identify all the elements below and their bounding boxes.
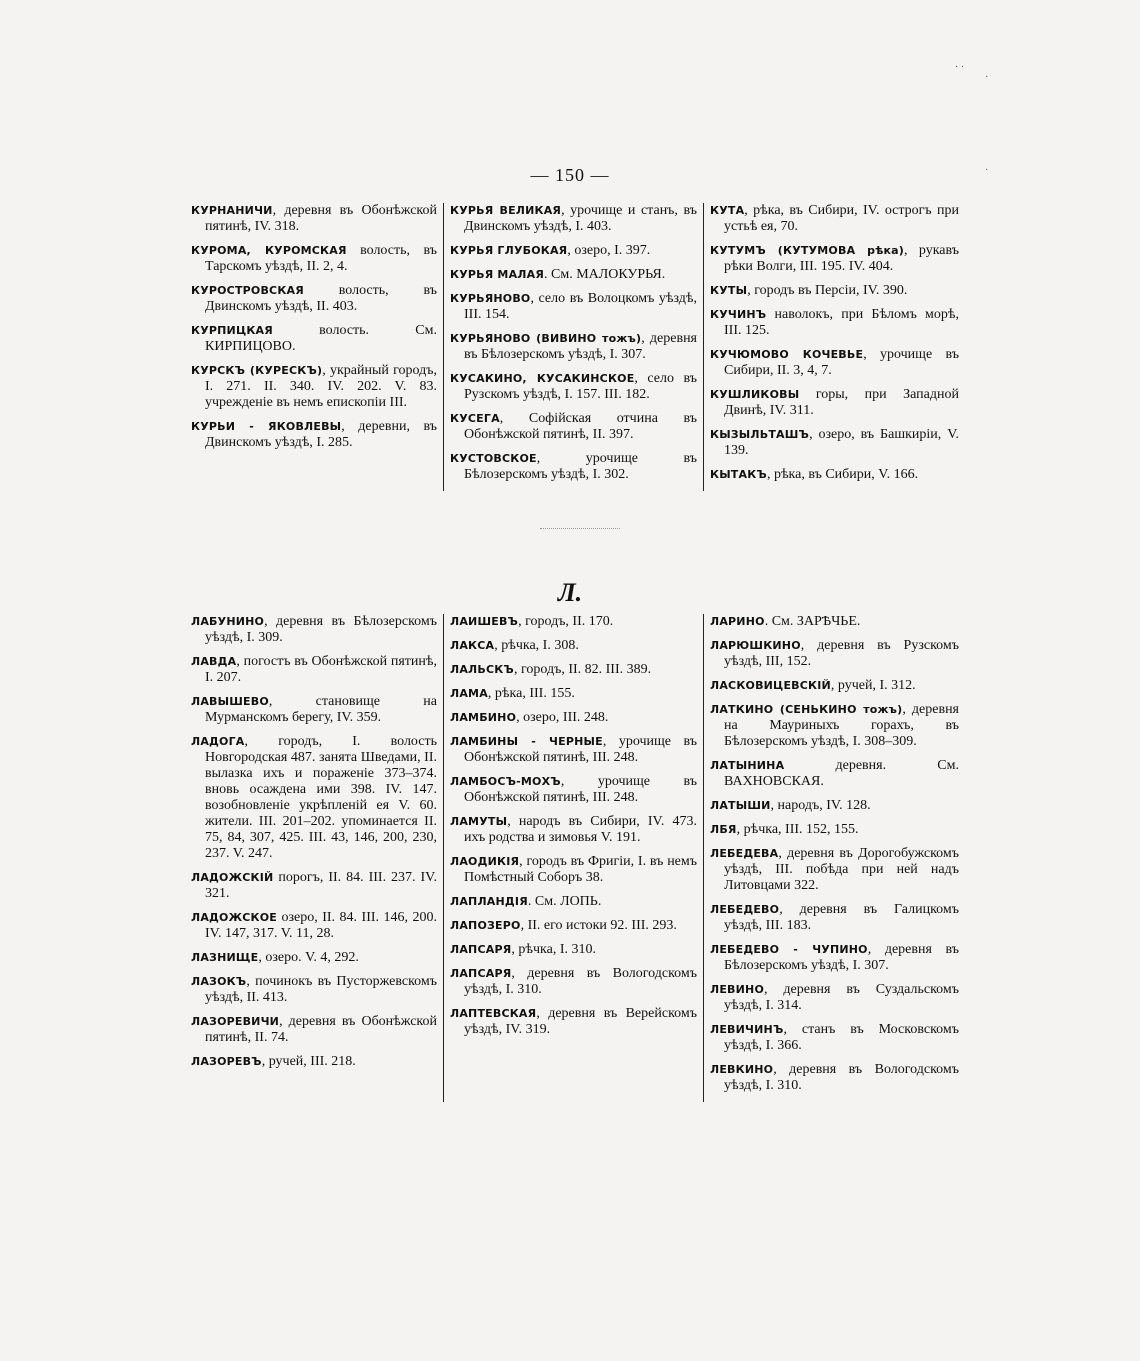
- index-section-l: [185, 614, 965, 1102]
- index-entry: [710, 614, 959, 630]
- entry-text: , урочище и станъ, въ Двинскомъ уѣздѣ, I. 403.: [464, 203, 697, 234]
- entry-text: , рѣчка, III. 152, 155.: [736, 822, 859, 837]
- index-entry: [191, 614, 437, 646]
- index-entry: [710, 427, 959, 459]
- entry-headword: ЛАИШЕВЪ: [450, 615, 519, 628]
- entry-text: , деревня на Мауриныхъ горахъ, въ Бѣлозерскомъ уѣздѣ, I. 308–309.: [724, 702, 959, 749]
- entry-headword: ЛАЗНИЩЕ: [191, 951, 259, 964]
- entry-text: , народъ въ Сибири, IV. 473. ихъ родства и зимовья V. 191.: [464, 814, 697, 845]
- entry-text: горы, при Западной Двинѣ, IV. 311.: [724, 387, 959, 418]
- index-section-k: [185, 203, 965, 491]
- index-entry: [191, 910, 437, 942]
- index-entry: [191, 734, 437, 862]
- index-entry: [450, 734, 697, 766]
- entry-headword: КУРОСТРОВСКАЯ: [191, 284, 304, 297]
- entry-text: порогъ, II. 84. III. 237. IV. 321.: [205, 870, 437, 901]
- entry-text: , деревня въ Галицкомъ уѣздѣ, III. 183.: [724, 902, 959, 933]
- print-speck: · ·: [955, 62, 965, 73]
- index-entry: [710, 822, 959, 838]
- entry-headword: КЫЗЫЛЬТАШЪ: [710, 428, 810, 441]
- entry-headword: ЛАПЛАНДІЯ: [450, 895, 528, 908]
- entry-text: , городъ, II. 170.: [518, 614, 614, 629]
- index-entry: [710, 982, 959, 1014]
- entry-text: , деревня въ Вологодскомъ уѣздѣ, I. 310.: [724, 1062, 959, 1093]
- entry-headword: ЛАРЮШКИНО: [710, 639, 801, 652]
- entry-headword: ЛЕБЕДЕВО: [710, 903, 780, 916]
- column-3: [703, 614, 965, 1102]
- index-entry: [450, 774, 697, 806]
- entry-text: , деревня въ Бѣлозерскомъ уѣздѣ, I. 307.: [464, 331, 697, 362]
- index-entry: [191, 1014, 437, 1046]
- entry-text: . См. ЗАРѢЧЬЕ.: [764, 614, 861, 629]
- index-entry: [710, 243, 959, 275]
- entry-headword: КЫТАКЪ: [710, 468, 767, 481]
- index-entry: [710, 902, 959, 934]
- entry-headword: ЛАЗОКЪ: [191, 975, 247, 988]
- entry-headword: КУРЬЯНОВО (ВИВИНО тожъ): [450, 332, 642, 345]
- entry-text: волость. См. КИРПИЦОВО.: [205, 323, 437, 354]
- index-entry: [191, 1054, 437, 1070]
- entry-text: наволокъ, при Бѣломъ морѣ, III. 125.: [724, 307, 959, 338]
- index-entry: [450, 686, 697, 702]
- entry-headword: ЛЕВКИНО: [710, 1063, 774, 1076]
- entry-text: , рѣка, III. 155.: [487, 686, 575, 701]
- entry-text: , II. его истоки 92. III. 293.: [520, 918, 677, 933]
- entry-text: , озеро. V. 4, 292.: [258, 950, 359, 965]
- index-entry: [710, 467, 959, 483]
- entry-headword: КУРЬЯ ВЕЛИКАЯ: [450, 204, 562, 217]
- entry-text: , село въ Волоцкомъ уѣздѣ, III. 154.: [464, 291, 697, 322]
- entry-headword: КУРСКЪ (КУРЕСКЪ): [191, 364, 323, 377]
- section-divider: [540, 528, 620, 531]
- index-entry: [710, 798, 959, 814]
- entry-text: , городъ, I. волость Новгородская 487. занята Шведами, II. вылазка ихъ и пораженіе 373–374. вновь осаждена ими 398. IV. 147. возобновленіе укрѣпленій ея V. 60. жители. III. 201–202. упоминается II. 75, 84, 307, 425. III. 43, 146, 200, 230, 237. V. 247.: [205, 734, 437, 861]
- entry-headword: ЛАОДИКІЯ: [450, 855, 520, 868]
- entry-text: волость, въ Двинскомъ уѣздѣ, II. 403.: [205, 283, 437, 314]
- entry-headword: КУРПИЦКАЯ: [191, 324, 273, 337]
- column-1: [185, 203, 443, 491]
- index-entry: [191, 974, 437, 1006]
- entry-text: деревня. См. ВАХНОВСКАЯ.: [724, 758, 959, 789]
- entry-headword: ЛАДОЖСКІЙ: [191, 871, 274, 884]
- entry-text: , городъ, II. 82. III. 389.: [513, 662, 652, 677]
- entry-headword: ЛАЗОРЕВЪ: [191, 1055, 262, 1068]
- index-entry: [191, 323, 437, 355]
- entry-headword: ЛБЯ: [710, 823, 737, 836]
- entry-headword: КУТЫ: [710, 284, 748, 297]
- entry-text: , починокъ въ Пусторжевскомъ уѣздѣ, II. 413.: [205, 974, 437, 1005]
- entry-headword: ЛАМБИНО: [450, 711, 517, 724]
- index-entry: [191, 243, 437, 275]
- entry-headword: ЛАДОЖСКОЕ: [191, 911, 277, 924]
- index-entry: [191, 283, 437, 315]
- entry-text: , деревни, въ Двинскомъ уѣздѣ, I. 285.: [205, 419, 437, 450]
- index-entry: [191, 654, 437, 686]
- index-entry: [191, 950, 437, 966]
- index-entry: [450, 291, 697, 323]
- entry-text: , деревня въ Вологодскомъ уѣздѣ, I. 310.: [464, 966, 697, 997]
- entry-headword: ЛАТЫНИНА: [710, 759, 785, 772]
- index-entry: [450, 411, 697, 443]
- entry-headword: КУРЬЯ МАЛАЯ: [450, 268, 544, 281]
- entry-text: , становище на Мурманскомъ берегу, IV. 359.: [205, 694, 437, 725]
- entry-headword: ЛАДОГА: [191, 735, 245, 748]
- entry-text: , ручей, I. 312.: [830, 678, 916, 693]
- entry-text: . См. ЛОПЬ.: [527, 894, 602, 909]
- index-entry: [450, 203, 697, 235]
- entry-text: , деревня въ Дорогобужскомъ уѣздѣ, III. побѣда при ней надъ Литовцами 322.: [724, 846, 959, 893]
- entry-text: , рѣчка, I. 308.: [494, 638, 579, 653]
- entry-headword: ЛАМУТЫ: [450, 815, 508, 828]
- entry-text: . См. МАЛОКУРЬЯ.: [544, 267, 666, 282]
- entry-text: , погостъ въ Обонѣжской пятинѣ, I. 207.: [205, 654, 437, 685]
- entry-text: , украйный городъ, I. 271. II. 340. IV. 202. V. 83. учрежденіе въ немъ епископіи III.: [205, 363, 437, 410]
- entry-text: , урочище въ Обонѣжской пятинѣ, III. 248.: [464, 734, 697, 765]
- index-entry: [710, 387, 959, 419]
- entry-text: озеро, II. 84. III. 146, 200. IV. 147, 317. V. 11, 28.: [205, 910, 437, 941]
- entry-headword: КУСЕГА: [450, 412, 500, 425]
- entry-headword: ЛАПСАРЯ: [450, 967, 512, 980]
- entry-headword: ЛАТЫШИ: [710, 799, 771, 812]
- index-entry: [191, 363, 437, 411]
- page-number: — 150 —: [530, 165, 610, 185]
- entry-headword: КУШЛИКОВЫ: [710, 388, 800, 401]
- entry-text: , деревня въ Обонѣжской пятинѣ, II. 74.: [205, 1014, 437, 1045]
- entry-headword: ЛЕВИЧИНЪ: [710, 1023, 784, 1036]
- entry-headword: ЛАВЫШЕВО: [191, 695, 269, 708]
- entry-text: , озеро, въ Башкиріи, V. 139.: [724, 427, 959, 458]
- entry-text: , станъ въ Московскомъ уѣздѣ, I. 366.: [724, 1022, 959, 1053]
- entry-text: , народъ, IV. 128.: [770, 798, 871, 813]
- entry-text: , деревня въ Бѣлозерскомъ уѣздѣ, I. 307.: [724, 942, 959, 973]
- index-entry: [450, 710, 697, 726]
- index-entry: [710, 1022, 959, 1054]
- entry-headword: КУРНАНИЧИ: [191, 204, 273, 217]
- entry-headword: ЛАКСА: [450, 639, 495, 652]
- index-entry: [450, 662, 697, 678]
- entry-headword: ЛАСКОВИЦЕВСКІЙ: [710, 679, 831, 692]
- column-2: [443, 614, 703, 1102]
- entry-text: , городъ въ Персіи, IV. 390.: [747, 283, 908, 298]
- entry-text: , озеро, III. 248.: [516, 710, 609, 725]
- index-entry: [450, 894, 697, 910]
- index-entry: [710, 347, 959, 379]
- entry-text: , озеро, I. 397.: [567, 243, 651, 258]
- entry-headword: ЛАЛЬСКЪ: [450, 663, 514, 676]
- entry-headword: ЛЕБЕДЕВО - ЧУПИНО: [710, 943, 868, 956]
- entry-headword: КУЧЮМОВО КОЧЕВЬЕ: [710, 348, 864, 361]
- entry-text: , рѣка, въ Сибири, IV. острогъ при устьѣ ея, 70.: [724, 203, 959, 234]
- entry-headword: ЛАМБОСЪ-МОХЪ: [450, 775, 561, 788]
- index-entry: [710, 678, 959, 694]
- index-entry: [450, 966, 697, 998]
- column-2: [443, 203, 703, 491]
- index-entry: [450, 451, 697, 483]
- index-entry: [191, 419, 437, 451]
- entry-headword: КУРЬЯНОВО: [450, 292, 531, 305]
- index-entry: [450, 854, 697, 886]
- index-entry: [710, 1062, 959, 1094]
- entry-headword: ЛАВДА: [191, 655, 237, 668]
- entry-headword: ЛАПТЕВСКАЯ: [450, 1007, 537, 1020]
- entry-headword: КУТУМЪ (КУТУМОВА рѣка): [710, 244, 905, 257]
- entry-headword: КУСТОВСКОЕ: [450, 452, 537, 465]
- entry-headword: ЛЕБЕДЕВА: [710, 847, 779, 860]
- print-speck: ·: [985, 72, 989, 83]
- entry-text: , урочище въ Обонѣжской пятинѣ, III. 248.: [464, 774, 697, 805]
- entry-headword: КУЧИНЪ: [710, 308, 767, 321]
- entry-headword: ЛАЗОРЕВИЧИ: [191, 1015, 280, 1028]
- index-entry: [450, 918, 697, 934]
- entry-text: , рѣка, въ Сибири, V. 166.: [766, 467, 919, 482]
- entry-text: , деревня въ Суздальскомъ уѣздѣ, I. 314.: [724, 982, 959, 1013]
- index-entry: [191, 203, 437, 235]
- index-entry: [710, 638, 959, 670]
- index-entry: [450, 371, 697, 403]
- column-3: [703, 203, 965, 491]
- entry-text: волость, въ Тарскомъ уѣздѣ, II. 2, 4.: [205, 243, 437, 274]
- letter-heading: Л.: [557, 578, 583, 607]
- entry-text: , Софійская отчина въ Обонѣжской пятинѣ, II. 397.: [464, 411, 697, 442]
- entry-text: , деревня въ Обонѣжской пятинѣ, IV. 318.: [205, 203, 437, 234]
- entry-text: , деревня въ Верейскомъ уѣздѣ, IV. 319.: [464, 1006, 697, 1037]
- index-entry: [710, 203, 959, 235]
- index-entry: [450, 1006, 697, 1038]
- index-entry: [710, 283, 959, 299]
- entry-headword: КУРЬЯ ГЛУБОКАЯ: [450, 244, 568, 257]
- entry-text: , село въ Рузскомъ уѣздѣ, I. 157. III. 182.: [464, 371, 697, 402]
- print-speck: ·: [985, 165, 989, 176]
- entry-headword: КУРОМА, КУРОМСКАЯ: [191, 244, 347, 257]
- entry-text: , урочище въ Бѣлозерскомъ уѣздѣ, I. 302.: [464, 451, 697, 482]
- entry-headword: ЛАПОЗЕРО: [450, 919, 521, 932]
- entry-headword: ЛАПСАРЯ: [450, 943, 512, 956]
- entry-headword: КУСАКИНО, КУСАКИНСКОЕ: [450, 372, 635, 385]
- entry-headword: КУТА: [710, 204, 745, 217]
- entry-text: , урочище въ Сибири, II. 3, 4, 7.: [724, 347, 959, 378]
- index-entry: [710, 702, 959, 750]
- entry-text: , рѣчка, I. 310.: [511, 942, 596, 957]
- entry-text: , рукавъ рѣки Волги, III. 195. IV. 404.: [724, 243, 960, 274]
- index-entry: [191, 694, 437, 726]
- entry-text: , деревня въ Бѣлозерскомъ уѣздѣ, I. 309.: [205, 614, 437, 645]
- entry-text: , ручей, III. 218.: [261, 1054, 356, 1069]
- entry-headword: ЛАМА: [450, 687, 488, 700]
- entry-text: , городъ въ Фригіи, I. въ немъ Помѣстный Соборъ 38.: [464, 854, 697, 885]
- index-entry: [450, 331, 697, 363]
- index-entry: [450, 243, 697, 259]
- index-entry: [450, 942, 697, 958]
- column-1: [185, 614, 443, 1102]
- entry-headword: ЛАТКИНО (СЕНЬКИНО тожъ): [710, 703, 903, 716]
- index-entry: [710, 758, 959, 790]
- index-entry: [710, 846, 959, 894]
- index-entry: [450, 638, 697, 654]
- entry-headword: КУРЬИ - ЯКОВЛЕВЫ: [191, 420, 342, 433]
- entry-text: , деревня въ Рузскомъ уѣздѣ, III, 152.: [724, 638, 959, 669]
- index-entry: [450, 267, 697, 283]
- index-entry: [191, 870, 437, 902]
- index-entry: [450, 814, 697, 846]
- index-entry: [710, 307, 959, 339]
- entry-headword: ЛЕВИНО: [710, 983, 764, 996]
- entry-headword: ЛАБУНИНО: [191, 615, 265, 628]
- index-entry: [450, 614, 697, 630]
- index-entry: [710, 942, 959, 974]
- entry-headword: ЛАРИНО: [710, 615, 765, 628]
- entry-headword: ЛАМБИНЫ - ЧЕРНЫЕ: [450, 735, 603, 748]
